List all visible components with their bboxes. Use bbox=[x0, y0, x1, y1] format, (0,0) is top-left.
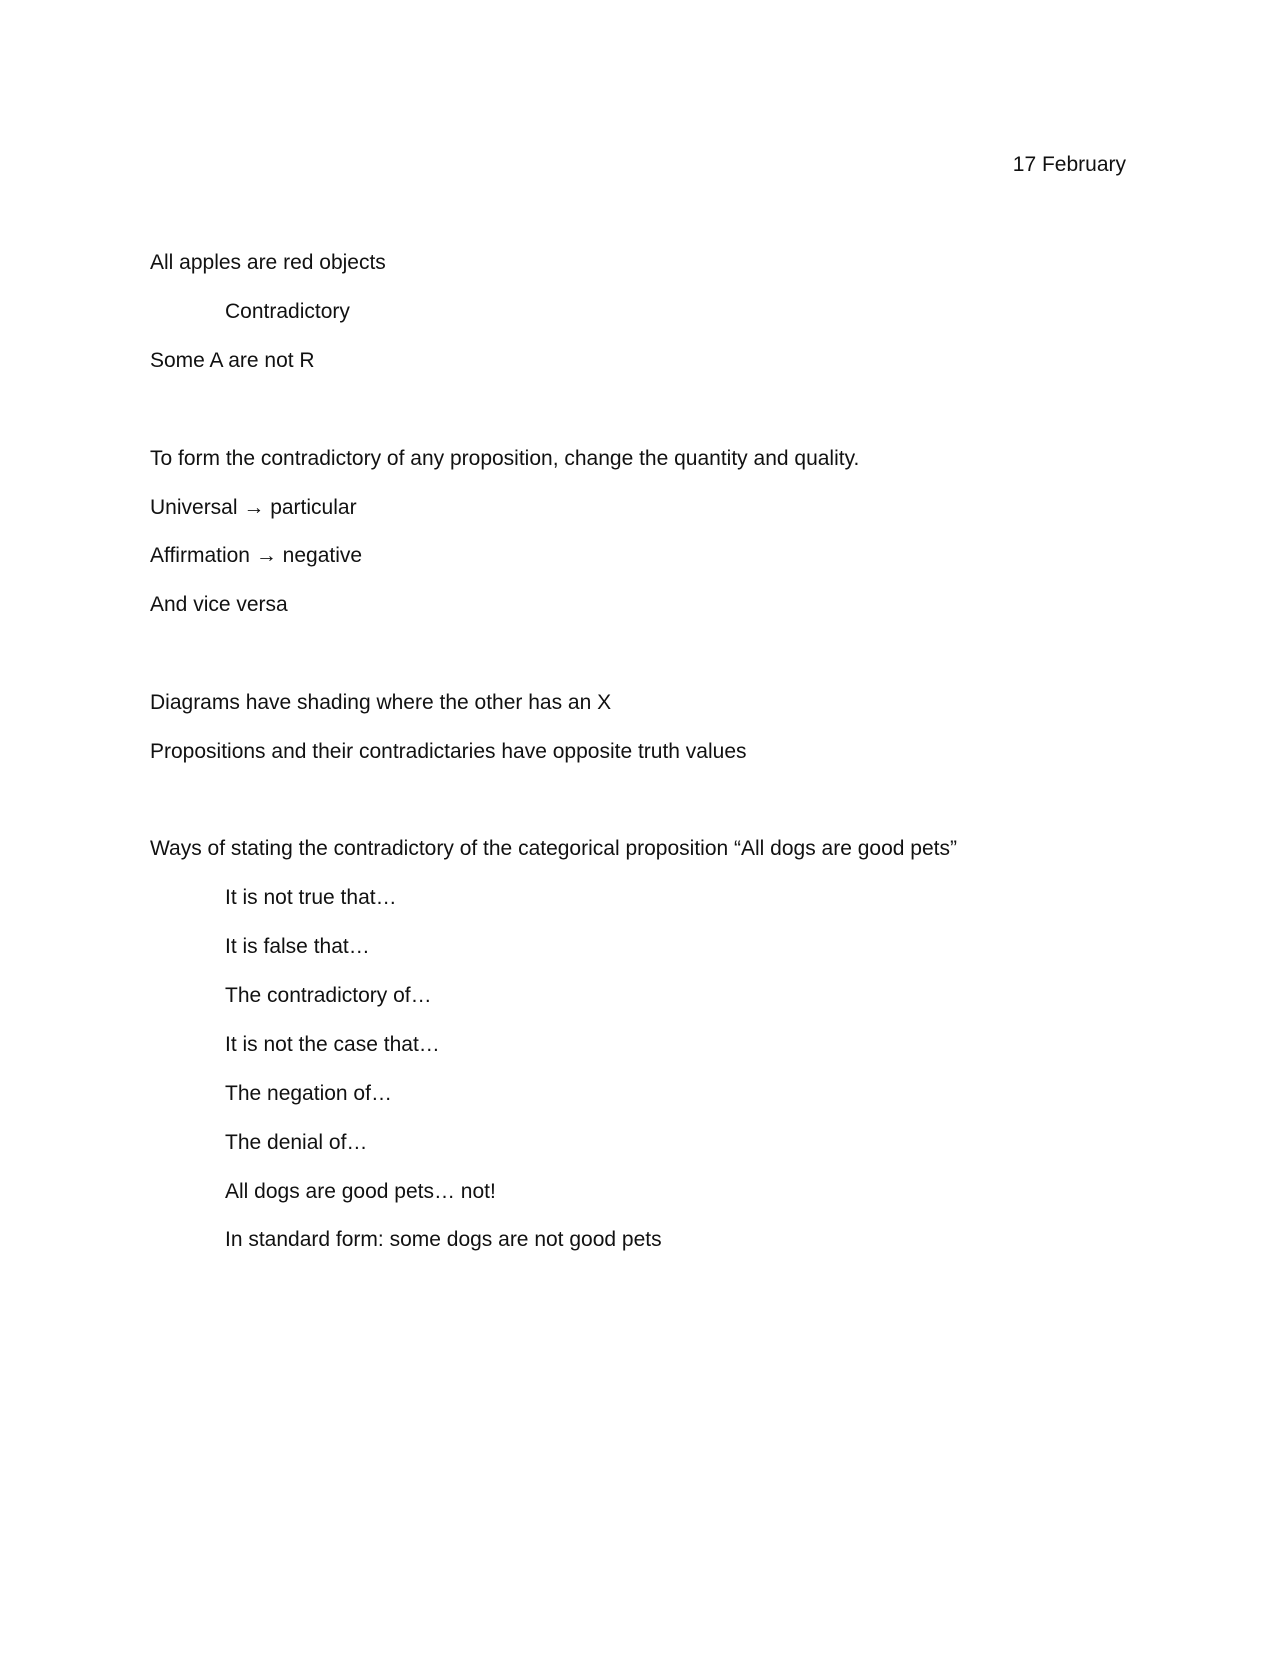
affirmation-negative-text: Affirmation → negative bbox=[150, 544, 363, 567]
date-line: 17 February bbox=[1012, 153, 1126, 176]
way-item: It is not the case that… bbox=[225, 1033, 440, 1056]
vice-versa-text: And vice versa bbox=[150, 593, 288, 616]
contradictory-rule-text: To form the contradictory of any proposition, change the quantity and quality. bbox=[150, 447, 860, 470]
proposition-all-apples: All apples are red objects bbox=[150, 251, 386, 274]
contradictory-label: Contradictory bbox=[225, 300, 350, 323]
way-item: In standard form: some dogs are not good pets bbox=[225, 1228, 662, 1251]
way-item: All dogs are good pets… not! bbox=[225, 1180, 496, 1203]
way-item: The denial of… bbox=[225, 1131, 368, 1154]
truth-values-note-text: Propositions and their contradictaries have opposite truth values bbox=[150, 740, 747, 763]
way-item: The contradictory of… bbox=[225, 984, 432, 1007]
way-item: It is false that… bbox=[225, 935, 370, 958]
diagrams-note-text: Diagrams have shading where the other has an X bbox=[150, 691, 612, 714]
proposition-some-a-not-r: Some A are not R bbox=[150, 349, 315, 372]
universal-particular-text: Universal → particular bbox=[150, 496, 357, 519]
way-item: The negation of… bbox=[225, 1082, 392, 1105]
way-item: It is not true that… bbox=[225, 886, 397, 909]
ways-heading: Ways of stating the contradictory of the categorical proposition “All dogs are good pets” bbox=[150, 837, 957, 860]
